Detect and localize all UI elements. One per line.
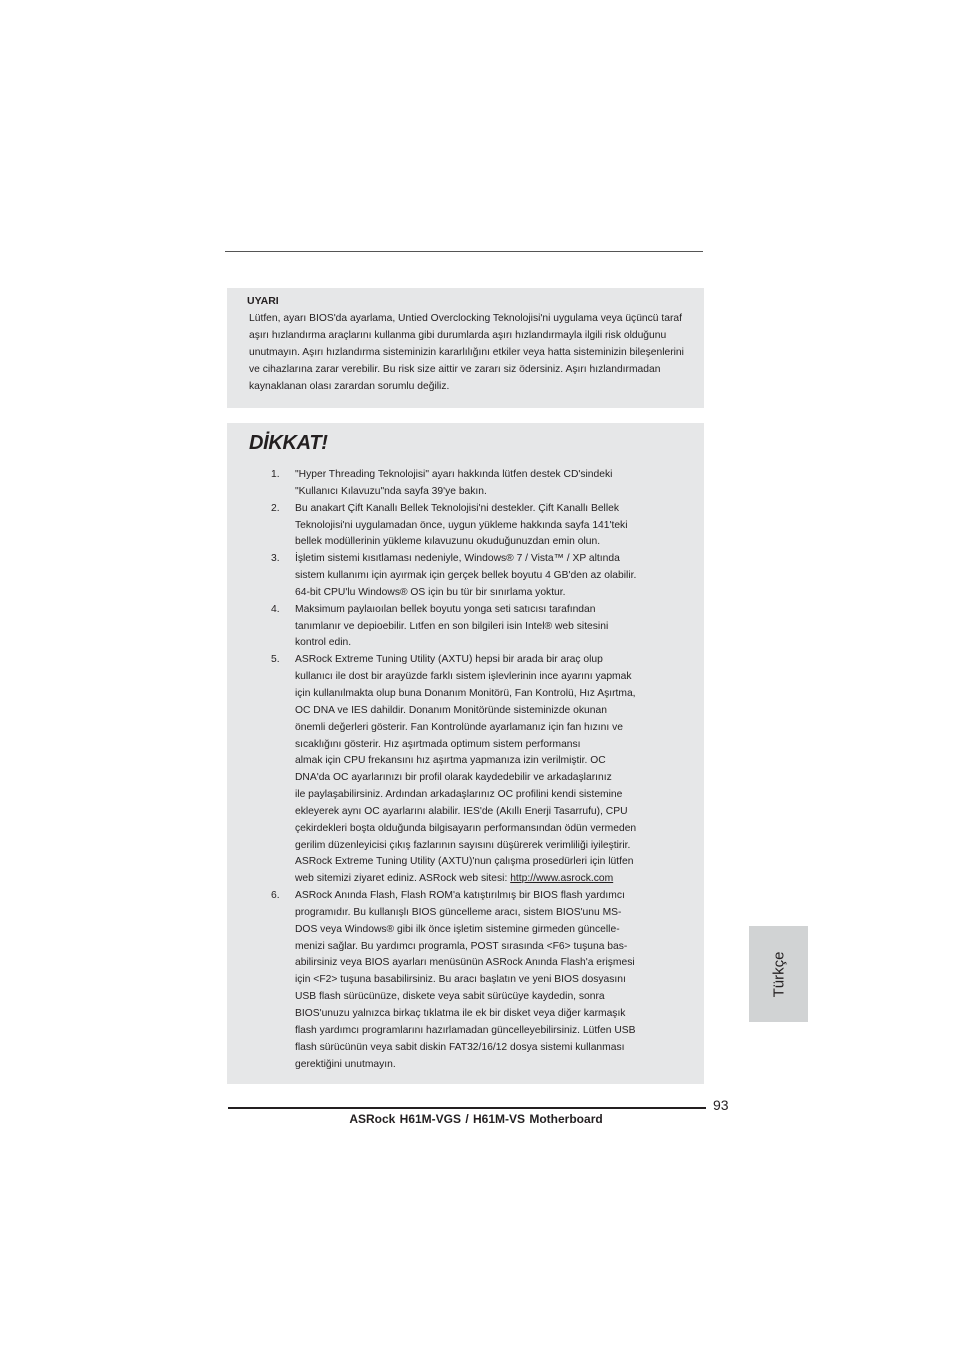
warning-box [227,288,704,408]
language-tab [749,926,808,1022]
notice-item-line: tanımlanır ve depioebilir. Lıtfen en son bilgileri isin Intel® web sitesini [295,620,609,632]
notice-item-line: ASRock Anında Flash, Flash ROM'a katıştırılmış bir BIOS flash yardımcı [295,890,625,902]
notice-item-number: 4. [271,603,280,615]
notice-item-line: için kullanılmakta olup buna Donanım Monitörü, Fan Kontrolü, Hız Aşırtma, [295,687,636,699]
notice-item [249,551,684,602]
notice-item-line: çekirdekleri boşta olduğunda bilgisayarın performansından ödün vermeden [295,822,637,834]
notice-item-line: önemli değerleri gösterir. Fan Kontrolünde ayarlamanız için fan hızını ve [295,721,623,733]
notice-item-line: abilirsiniz veya BIOS ayarları menüsünün ASRock Anında Flash'a erişmesi [295,957,635,969]
notice-item-line: "Kullanıcı Kılavuzu"nda sayfa 39'ye bakın. [295,485,487,497]
notice-item-line: İşletim sistemi kısıtlaması nedeniyle, Windows® 7 / Vista™ / XP altında [295,553,620,565]
notice-item-text [295,501,671,552]
notice-item [249,652,684,888]
notice-item-line: USB flash sürücünüze, diskete veya sabit sürücüye kaydedin, sonra [295,991,605,1003]
notice-item-line: kullanıcı ile dost bir arayüzde farklı sistem işlevlerinin ince ayarını yapmak [295,671,632,683]
notice-item-line: DNA'da OC ayarlarınızı bir profil olarak kaydedebilir ve arkadaşlarınız [295,772,612,784]
notice-box [227,423,704,1084]
notice-item-text [295,888,671,1073]
notice-item-number: 1. [271,469,280,480]
notice-item [249,888,684,1073]
notice-item-text [295,467,671,501]
notice-item-line: Teknolojisi'ni uygulamadan önce, uygun yükleme hakkında sayfa 141'teki [295,519,628,531]
notice-item-line: sistem kullanımı için ayırmak için gerçek bellek boyutu 4 GB'den az olabilir. [295,570,637,582]
notice-title: DİKKAT! [249,432,328,454]
notice-item-line: almak için CPU frekansını hız aşırtma yapmanıza izin verilmiştir. OC [295,755,606,767]
page-number: 93 [713,1097,729,1113]
warning-title: UYARI [247,295,279,307]
warning-body: Lütfen, ayarı BIOS'da ayarlama, Untied Overclocking Teknolojisi'ni uygulama veya üçüncü taraf aşırı hızlandırma araçlarını kullanma gibi durumlarda aşırı hızlandırmayla ilgili risk olduğunu unutmayın. Aşırı hızlandırma sisteminizin kararlılığını etkiler veya hatta sisteminizin bileşenlerini ve cihazlarına zarar verebilir. Bu risk size aittir ve zararı siz ödersiniz. Aşırı hızlandırmadan kaynaklanan olası zarardan sorumlu değiliz. [249,313,684,392]
notice-item-line: ekleyerek aynı OC ayarlarını alabilir. IES'de (Akıllı Enerji Tasarrufu), CPU [295,805,628,817]
notice-item-line: sıcaklığını gösterir. Hız aşırtmada optimum sistem performansı [295,738,581,750]
top-divider [225,251,703,252]
notice-item-line: bellek modüllerinin yükleme kılavuzunu okuduğunuzdan emin olun. [295,536,601,548]
notice-item-line: flash yardımcı programlarını hazırlamadan güncelleyebilirsiniz. Lütfen USB [295,1024,636,1036]
footer-divider [228,1107,706,1109]
notice-item-line: menizi sağlar. Bu yardımcı programla, POST sırasında <F6> tuşuna bas- [295,940,628,952]
notice-item-number: 6. [271,890,280,902]
footer-title: ASRock H61M-VGS / H61M-VS Motherboard [349,1112,603,1126]
notice-item [249,602,684,653]
notice-item-line: DOS veya Windows® gibi ilk önce işletim sistemine girmeden güncelle- [295,923,620,935]
notice-item [249,467,684,501]
notice-item-line: 64-bit CPU'lu Windows® OS için bu tür bir sınırlama yoktur. [295,586,566,598]
notice-item-line: gerilim düzenleyicisi çıkış fazlarının sayısını düşürerek verimliliği iyileştirir. [295,839,631,851]
notice-item-line: kontrol edin. [295,637,352,649]
notice-item-line: BIOS'unuzu yalnızca birkaç tıklatma ile ek bir disket veya diğer karmaşık [295,1008,626,1019]
notice-item-line: gerektiğini unutmayın. [295,1058,396,1070]
notice-item [249,501,684,552]
notice-item-number: 5. [271,654,280,666]
notice-item-line: için <F2> tuşuna basabilirsiniz. Bu aracı başlatın ve yeni BIOS dosyasını [295,974,626,986]
notice-item-line: flash sürücünün veya sabit diskin FAT32/16/12 dosya sistemi kullanması [295,1041,625,1053]
notice-item-line: ASRock Extreme Tuning Utility (AXTU)'nun çalışma prosedürleri için lütfen [295,856,634,868]
language-tab-label: Türkçe [770,951,787,997]
notice-list [249,467,684,1073]
notice-item-line: OC DNA ve IES dahildir. Donanım Monitöründe sisteminizde okunan [295,704,607,716]
notice-item-text [295,551,671,602]
notice-item-line: Bu anakart Çift Kanallı Bellek Teknolojisi'ni destekler. Çift Kanallı Bellek [295,502,620,514]
notice-item-line: ASRock Extreme Tuning Utility (AXTU) hepsi bir arada bir araç olup [295,654,603,666]
notice-item-line: programıdır. Bu kullanışlı BIOS güncelleme aracı, sistem BIOS'unu MS- [295,906,622,918]
notice-item-number: 2. [271,502,280,514]
notice-item-number: 3. [271,553,280,565]
notice-item-text [295,602,671,653]
notice-item-line: web sitemizi ziyaret ediniz. ASRock web sitesi: [295,873,508,885]
notice-item-line: Maksimum paylaıoılan bellek boyutu yonga seti satıcısı tarafından [295,603,596,615]
notice-item-text [295,652,671,888]
notice-item-line: ile paylaşabilirsiniz. Ardından arkadaşlarınız OC profilini kendi sistemine [295,789,623,801]
asrock-website-link[interactable]: http://www.asrock.com [510,873,614,885]
notice-item-line: "Hyper Threading Teknolojisi" ayarı hakkında lütfen destek CD'sindeki [295,469,613,480]
